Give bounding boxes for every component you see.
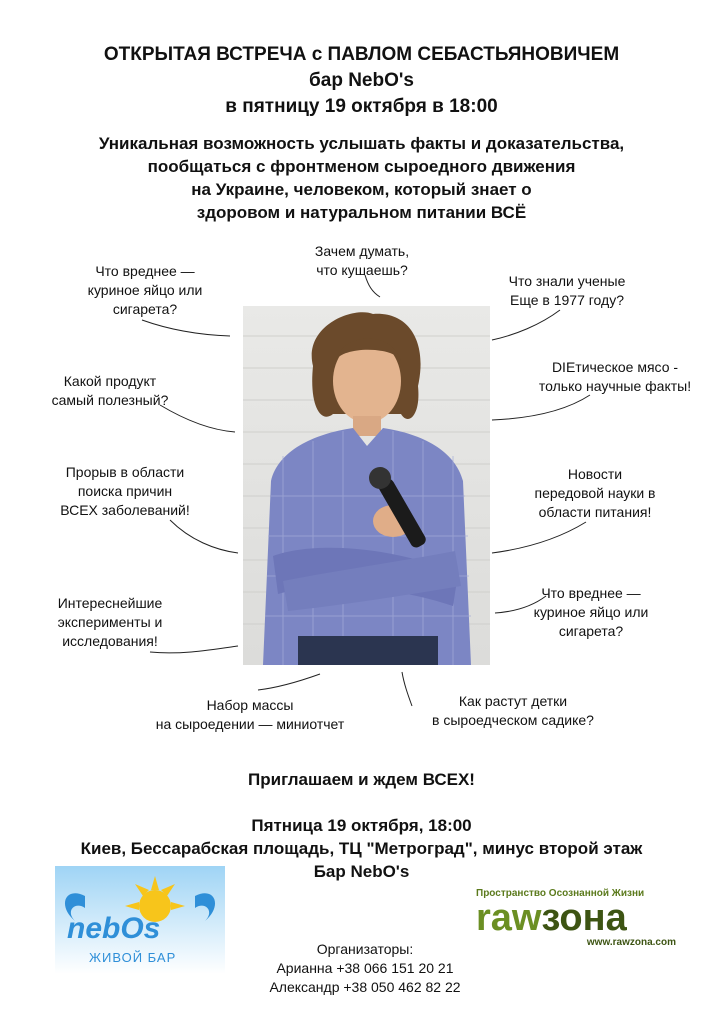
bubble-line: на сыроедении — миниотчет <box>155 716 345 732</box>
details-venue: Бар NebO's <box>313 862 410 881</box>
bubble-line: эксперименты и <box>57 614 163 630</box>
bubble-line: самый полезный? <box>51 392 169 408</box>
title-line-1: ОТКРЫТАЯ ВСТРЕЧА с ПАВЛОМ СЕБАСТЬЯНОВИЧЕМ <box>103 44 620 65</box>
bubble-line: сигарета? <box>558 623 624 639</box>
organizer-1: Арианна +38 066 151 20 21 <box>276 960 454 976</box>
bubble-line: только научные факты! <box>538 378 692 394</box>
bubble-line: Прорыв в области <box>65 464 185 480</box>
description-line-1: Уникальная возможность услышать факты и доказательства, <box>98 134 625 153</box>
rawzona-tagline: Пространство Осознанной Жизни <box>476 888 645 899</box>
bubble-breakthrough <box>40 463 210 520</box>
bubble-line: что кушаешь? <box>316 262 408 278</box>
bubble-healthiest-product <box>30 372 190 410</box>
rawzona-wordmark <box>476 899 676 937</box>
bubble-line: исследования! <box>62 633 158 649</box>
connector-left1 <box>142 320 230 336</box>
bubble-line: Интереснейшие <box>57 595 163 611</box>
nebos-tagline: ЖИВОЙ БАР <box>89 950 177 965</box>
bubble-egg-vs-cigarette-left <box>60 262 230 319</box>
nebos-brand: nebOs <box>67 912 161 945</box>
bubble-line: Набор массы <box>206 697 294 713</box>
bubble-line: сигарета? <box>112 301 178 317</box>
bubble-experiments <box>30 594 190 651</box>
bubble-line: Новости <box>567 466 623 482</box>
bubble-line: куриное яйцо или <box>533 604 649 620</box>
bubble-mass-gain <box>135 696 365 734</box>
bubble-line: Еще в 1977 году? <box>510 292 624 308</box>
bubble-line: Что знали ученые <box>508 273 626 289</box>
description-line-2: пообщаться с фронтменом сыроедного движения <box>147 157 576 176</box>
speaker-illustration <box>243 306 490 665</box>
bubble-line: Зачем думать, <box>314 243 410 259</box>
title-line-3: в пятницу 19 октября в 18:00 <box>225 96 498 117</box>
bubble-line: Какой продукт <box>63 373 157 389</box>
rawzona-word-zona: зона <box>541 897 627 939</box>
rawzona-url: www.rawzona.com <box>586 937 676 948</box>
speaker-photo <box>243 306 490 665</box>
bubble-line: области питания! <box>538 504 652 520</box>
bubble-line: в сыроедческом садике? <box>432 712 594 728</box>
details-address: Киев, Бессарабская площадь, ТЦ "Метроград", минус второй этаж <box>80 839 643 858</box>
bubble-line: передовой науки в <box>534 485 656 501</box>
bubble-line: куриное яйцо или <box>87 282 203 298</box>
bubble-science-news <box>520 465 670 522</box>
rawzona-word-raw: raw <box>476 897 542 939</box>
bubble-why-think <box>292 242 432 280</box>
bubble-line: ВСЕХ заболеваний! <box>60 502 190 518</box>
connector-left3 <box>170 520 238 553</box>
bubble-scientists-1977 <box>492 272 642 310</box>
bubble-diet-meat <box>520 358 710 396</box>
invitation-heading: Приглашаем и ждем ВСЕХ! <box>248 770 475 789</box>
description-line-4: здоровом и натуральном питании ВСЁ <box>196 203 527 222</box>
bubble-line: DIEтическое мясо - <box>551 359 679 375</box>
connector-right1 <box>492 310 560 340</box>
rawzona-logo <box>476 888 676 956</box>
connector-right3 <box>492 522 586 553</box>
description-line-3: на Украине, человеком, который знает о <box>191 180 532 199</box>
organizer-2: Александр +38 050 462 82 22 <box>269 979 461 995</box>
details-date: Пятница 19 октября, 18:00 <box>251 816 472 835</box>
bubble-kindergarten <box>408 692 618 730</box>
bubble-line: Что вреднее — <box>95 263 195 279</box>
bubble-line: поиска причин <box>77 483 173 499</box>
connector-right2 <box>492 395 590 420</box>
organizers-label: Организаторы: <box>316 941 414 957</box>
connector-bottom-left <box>258 674 320 690</box>
bubble-egg-vs-cigarette-right <box>506 584 676 641</box>
bubble-line: Как растут детки <box>458 693 568 709</box>
title-line-2: бар NebO's <box>309 70 414 91</box>
bubble-line: Что вреднее — <box>541 585 641 601</box>
